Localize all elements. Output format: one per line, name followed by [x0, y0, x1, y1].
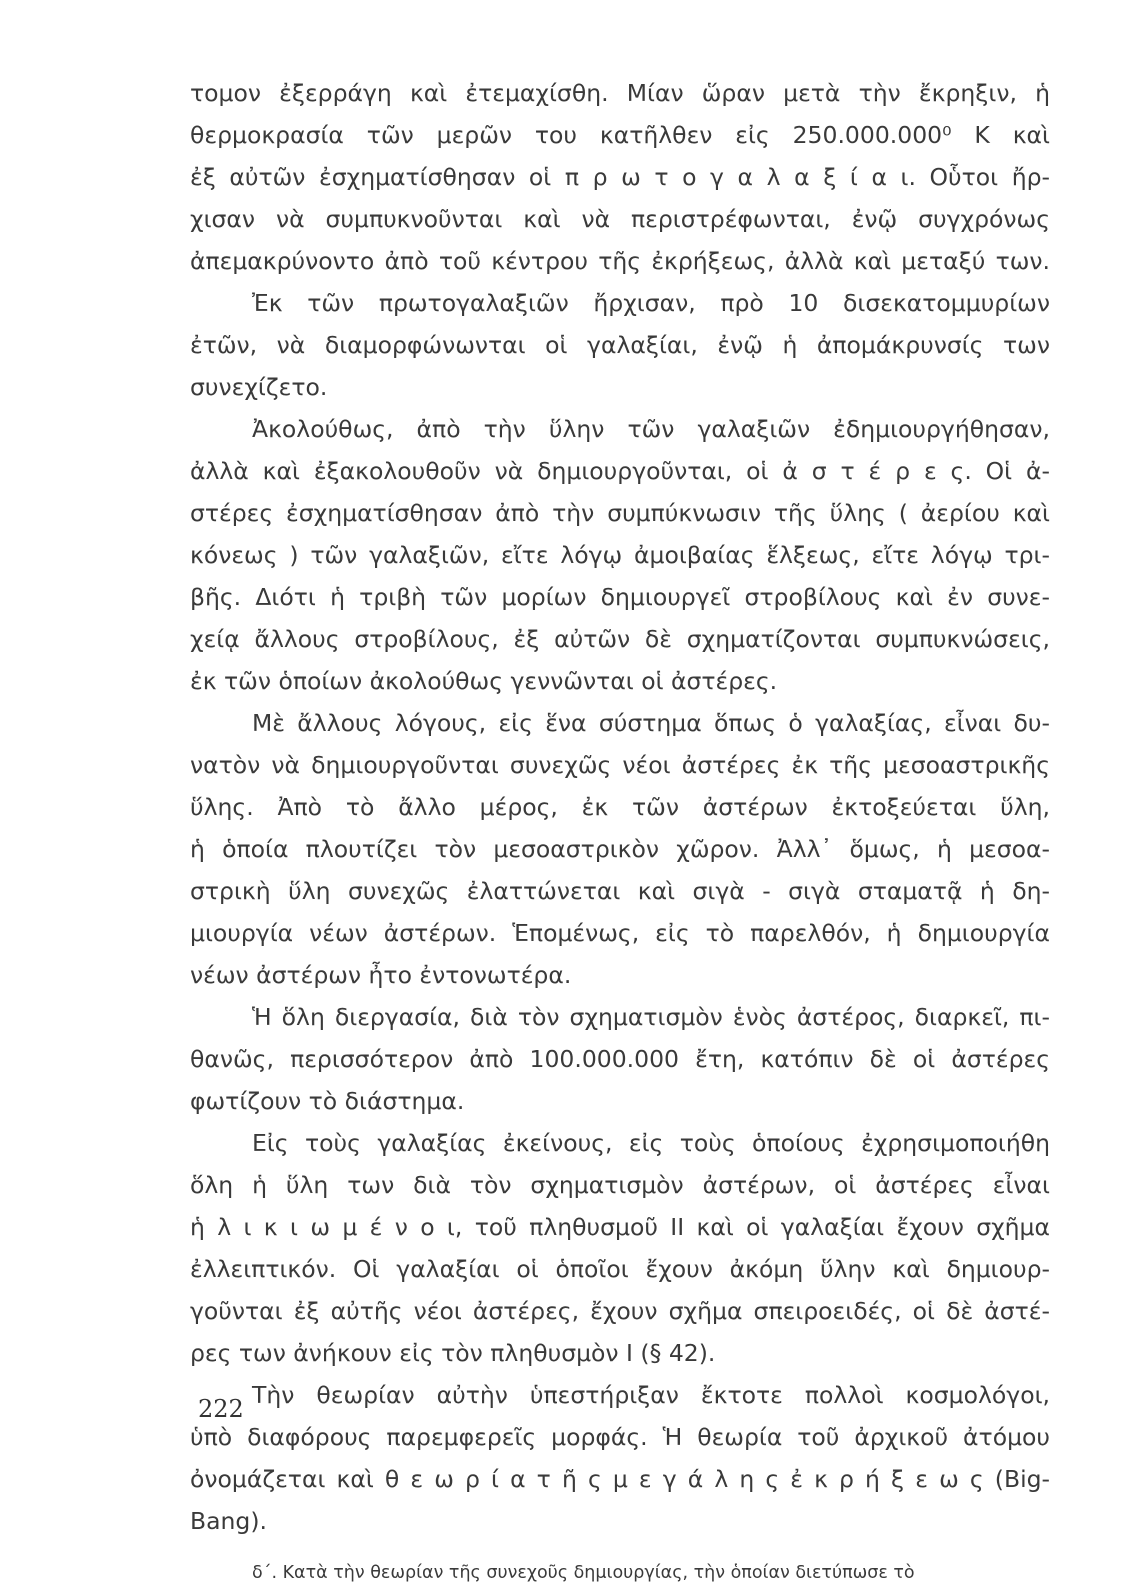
- text-line: νατὸν νὰ δημιουργοῦνται συνεχῶς νέοι ἀστέρες ἐκ τῆς μεσοαστρικῆς: [190, 751, 1050, 779]
- text-line: θερμοκρασία τῶν μερῶν του κατῆλθεν εἰς 250.000.000⁰ Κ καὶ: [190, 121, 1050, 149]
- page-number: 222: [198, 1395, 244, 1423]
- text-line: ἐξ αὐτῶν ἐσχηματίσθησαν οἱ π ρ ω τ ο γ α λ α ξ ί α ι. Οὗτοι ἤρ-: [190, 163, 1050, 191]
- text-line: ἀλλὰ καὶ ἐξακολουθοῦν νὰ δημιουργοῦνται, οἱ ἀ σ τ έ ρ ε ς. Οἱ ἀ-: [190, 457, 1050, 485]
- text-line: ὕλης. Ἀπὸ τὸ ἄλλο μέρος, ἐκ τῶν ἀστέρων ἐκτοξεύεται ὕλη,: [190, 793, 1050, 821]
- text-line: γοῦνται ἐξ αὐτῆς νέοι ἀστέρες, ἔχουν σχῆμα σπειροειδές, οἱ δὲ ἀστέ-: [190, 1297, 1050, 1325]
- text-line: χείᾳ ἄλλους στροβίλους, ἐξ αὐτῶν δὲ σχηματίζονται συμπυκνώσεις,: [190, 625, 1050, 653]
- text-line: ἀπεμακρύνοντο ἀπὸ τοῦ κέντρου τῆς ἐκρήξεως, ἀλλὰ καὶ μεταξύ των.: [190, 247, 1050, 275]
- text-line: ρες των ἀνήκουν εἰς τὸν πληθυσμὸν I (§ 42).: [190, 1339, 716, 1367]
- text-line: ὅλη ἡ ὕλη των διὰ τὸν σχηματισμὸν ἀστέρων, οἱ ἀστέρες εἶναι: [190, 1171, 1050, 1199]
- text-line: θανῶς, περισσότερον ἀπὸ 100.000.000 ἔτη, κατόπιν δὲ οἱ ἀστέρες: [190, 1045, 1050, 1073]
- text-line: Bang).: [190, 1507, 267, 1535]
- text-line: Μὲ ἄλλους λόγους, εἰς ἕνα σύστημα ὅπως ὁ γαλαξίας, εἶναι δυ-: [252, 709, 1050, 737]
- text-line: ἐλλειπτικόν. Οἱ γαλαξίαι οἱ ὁποῖοι ἔχουν ἀκόμη ὕλην καὶ δημιουρ-: [190, 1255, 1050, 1283]
- text-line: κόνεως ) τῶν γαλαξιῶν, εἴτε λόγῳ ἀμοιβαίας ἕλξεως, εἴτε λόγῳ τρι-: [190, 541, 1050, 569]
- text-line: ἡ λ ι κ ι ω μ έ ν ο ι, τοῦ πληθυσμοῦ II καὶ οἱ γαλαξίαι ἔχουν σχῆμα: [190, 1213, 1050, 1241]
- text-line: Τὴν θεωρίαν αὐτὴν ὑπεστήριξαν ἔκτοτε πολλοὶ κοσμολόγοι,: [252, 1381, 1050, 1409]
- text-line: βῆς. Διότι ἡ τριβὴ τῶν μορίων δημιουργεῖ στροβίλους καὶ ἐν συνε-: [190, 583, 1050, 611]
- text-line: στέρες ἐσχηματίσθησαν ἀπὸ τὴν συμπύκνωσιν τῆς ὕλης ( ἀερίου καὶ: [190, 499, 1050, 527]
- text-line: Ἐκ τῶν πρωτογαλαξιῶν ἤρχισαν, πρὸ 10 δισεκατομμυρίων: [252, 289, 1050, 317]
- text-line: τομον ἐξερράγη καὶ ἐτεμαχίσθη. Μίαν ὥραν μετὰ τὴν ἔκρηξιν, ἡ: [190, 79, 1050, 107]
- text-line: ἐκ τῶν ὁποίων ἀκολούθως γεννῶνται οἱ ἀστέρες.: [190, 667, 778, 695]
- text-line: ἐτῶν, νὰ διαμορφώνωνται οἱ γαλαξίαι, ἐνῷ ἡ ἀπομάκρυνσίς των: [190, 331, 1050, 359]
- text-line: Ἀκολούθως, ἀπὸ τὴν ὕλην τῶν γαλαξιῶν ἐδημιουργήθησαν,: [252, 415, 1050, 443]
- text-line: χισαν νὰ συμπυκνοῦνται καὶ νὰ περιστρέφωνται, ἐνῷ συγχρόνως: [190, 205, 1050, 233]
- text-line: στρικὴ ὕλη συνεχῶς ἐλαττώνεται καὶ σιγὰ - σιγὰ σταματᾷ ἡ δη-: [190, 877, 1050, 905]
- body-text: [190, 72, 1050, 1590]
- text-line: συνεχίζετο.: [190, 373, 328, 401]
- text-line: ὀνομάζεται καὶ θ ε ω ρ ί α τ ῆ ς μ ε γ ά λ η ς ἐ κ ρ ή ξ ε ω ς (Big-: [190, 1465, 1050, 1493]
- text-line: φωτίζουν τὸ διάστημα.: [190, 1087, 465, 1115]
- text-line: μιουργία νέων ἀστέρων. Ἑπομένως, εἰς τὸ παρελθόν, ἡ δημιουργία: [190, 919, 1050, 947]
- text-line: ὑπὸ διαφόρους παρεμφερεῖς μορφάς. Ἡ θεωρία τοῦ ἀρχικοῦ ἀτόμου: [190, 1423, 1050, 1451]
- footnote-line: δ΄. Κατὰ τὴν θεωρίαν τῆς συνεχοῦς δημιουργίας, τὴν ὁποίαν διετύπωσε τὸ: [252, 1563, 915, 1583]
- text-line: Εἰς τοὺς γαλαξίας ἐκείνους, εἰς τοὺς ὁποίους ἐχρησιμοποιήθη: [252, 1129, 1050, 1157]
- text-line: Ἡ ὅλη διεργασία, διὰ τὸν σχηματισμὸν ἑνὸς ἀστέρος, διαρκεῖ, πι-: [252, 1003, 1050, 1031]
- text-line: ἡ ὁποία πλουτίζει τὸν μεσοαστρικὸν χῶρον. Ἀλλ᾽ ὅμως, ἡ μεσοα-: [190, 835, 1050, 863]
- text-line: νέων ἀστέρων ἦτο ἐντονωτέρα.: [190, 961, 572, 989]
